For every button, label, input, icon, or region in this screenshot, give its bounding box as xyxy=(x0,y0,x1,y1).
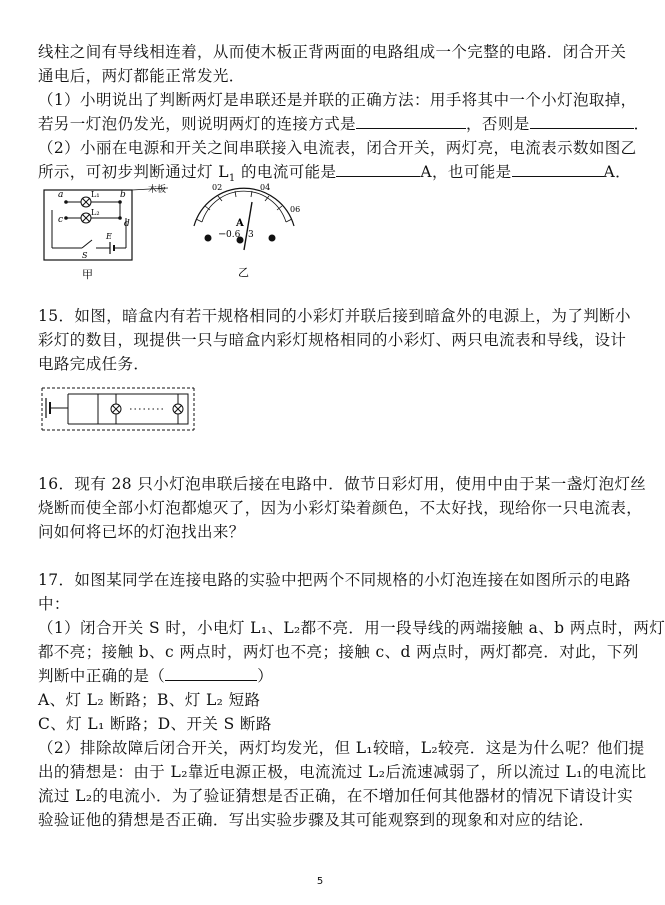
question-17-line: 中： xyxy=(38,595,70,613)
figure-ammeter-yi xyxy=(178,180,308,280)
question-17-line: 验验证他的猜想是否正确．写出实验步骤及其可能观察到的现象和对应的结论． xyxy=(38,811,595,829)
subscript: 1 xyxy=(228,173,236,185)
meter-tick-label: 04 xyxy=(260,183,271,192)
option-line: C、灯 L₁ 断路；D、开关 S 断路 xyxy=(38,715,272,733)
question-17-line: （2）排除故障后闭合开关，两灯均发光，但 L₁较暗，L₂较亮．这是为什么呢？他们提 xyxy=(38,739,645,757)
node-d-label: d xyxy=(124,219,130,229)
meter-tick-label: 06 xyxy=(290,205,301,214)
question-16-line: 烧断而使全部小灯泡都熄灭了，因为小彩灯染着颜色，不太好找，现给你一只电流表， xyxy=(38,499,643,517)
node-a-label: a xyxy=(58,190,64,200)
answer-blank[interactable] xyxy=(512,162,604,177)
circuit-diagram xyxy=(38,182,178,282)
text-fragment: ，否则是 xyxy=(466,115,530,133)
text-fragment: 的电流可能是 xyxy=(235,163,337,181)
dark-box-diagram xyxy=(38,378,198,440)
question-15-line: 电路完成任务． xyxy=(38,355,150,373)
page-number: 5 xyxy=(316,876,324,887)
terminal-label: 0.6 xyxy=(226,230,241,240)
lamp2-label: L₂ xyxy=(91,208,100,217)
question-17-line xyxy=(38,666,273,686)
text-fragment: 判断中正确的是（ xyxy=(38,667,166,685)
question-15-line: 15．如图，暗盒内有若干规格相同的小彩灯并联后接到暗盒外的电源上，为了判断小 xyxy=(38,307,631,325)
figure-dark-box xyxy=(38,378,198,440)
figure-circuit-jia xyxy=(38,182,178,282)
node-c-label: c xyxy=(58,215,64,225)
board-label: 木板 xyxy=(148,185,167,195)
question-17-line: 17．如图某同学在连接电路的实验中把两个不同规格的小灯泡连接在如图所示的电路 xyxy=(38,571,631,589)
switch-label: S xyxy=(82,251,88,260)
text-fragment: ） xyxy=(257,667,274,685)
meter-unit-label: A xyxy=(236,218,244,229)
answer-blank[interactable] xyxy=(165,666,257,681)
ammeter-diagram xyxy=(178,180,308,280)
question-16-line: 16．现有 28 只小灯泡串联后接在电路中．做节日彩灯用，使用中由于某一盏灯泡灯丝 xyxy=(38,475,647,493)
answer-blank[interactable] xyxy=(336,162,420,177)
question-15-line: 彩灯的数目，现提供一只与暗盒内彩灯规格相同的小彩灯、两只电流表和导线，设计 xyxy=(38,331,627,349)
option-line: A、灯 L₂ 断路；B、灯 L₂ 短路 xyxy=(38,691,261,709)
node-b-label: b xyxy=(120,190,126,200)
question-17-line: 出的猜想是：由于 L₂靠近电源正极，电流流过 L₂后流速减弱了，所以流过 L₁的电流比 xyxy=(38,763,647,781)
meter-tick-label: 02 xyxy=(212,183,223,192)
question-17-line: 流过 L₂的电流小．为了验证猜想是否正确，在不增加任何其他器材的情况下请设计实 xyxy=(38,787,634,805)
text-fragment: A． xyxy=(603,163,632,181)
text-line xyxy=(38,114,650,134)
answer-blank[interactable] xyxy=(356,114,466,129)
terminal-label: 3 xyxy=(248,230,254,240)
answer-blank[interactable] xyxy=(530,114,634,129)
text-fragment: 若另一灯泡仍发光，则说明两灯的连接方式是 xyxy=(38,115,357,133)
text-fragment: ． xyxy=(633,115,650,133)
text-line: （2）小丽在电源和开关之间串联接入电流表，闭合开关，两灯亮，电流表示数如图乙 xyxy=(38,139,637,157)
figure-jia-caption: 甲 xyxy=(82,268,93,281)
lamp1-label: L₁ xyxy=(91,190,100,199)
text-line: 线柱之间有导线相连着，从而使木板正背两面的电路组成一个完整的电路．闭合开关 xyxy=(38,43,627,61)
terminal-label: − xyxy=(218,229,227,240)
figure-yi-caption: 乙 xyxy=(238,266,249,279)
text-fragment: 所示，可初步判断通过灯 L xyxy=(38,163,229,181)
text-fragment: A，也可能是 xyxy=(420,163,512,181)
question-17-line: （1）闭合开关 S 时，小电灯 L₁、L₂都不亮．用一段导线的两端接触 a、b 两点时，两灯 xyxy=(38,619,665,637)
battery-label: E xyxy=(106,232,112,241)
question-17-line: 都不亮；接触 b、c 两点时，两灯也不亮；接触 c、d 两点时，两灯都亮．对此，下列 xyxy=(38,643,639,661)
question-16-line: 问如何将已坏的灯泡找出来？ xyxy=(38,523,245,541)
text-line: （1）小明说出了判断两灯是串联还是并联的正确方法：用手将其中一个小灯泡取掉， xyxy=(38,91,637,109)
text-line: 通电后，两灯都能正常发光． xyxy=(38,67,245,85)
